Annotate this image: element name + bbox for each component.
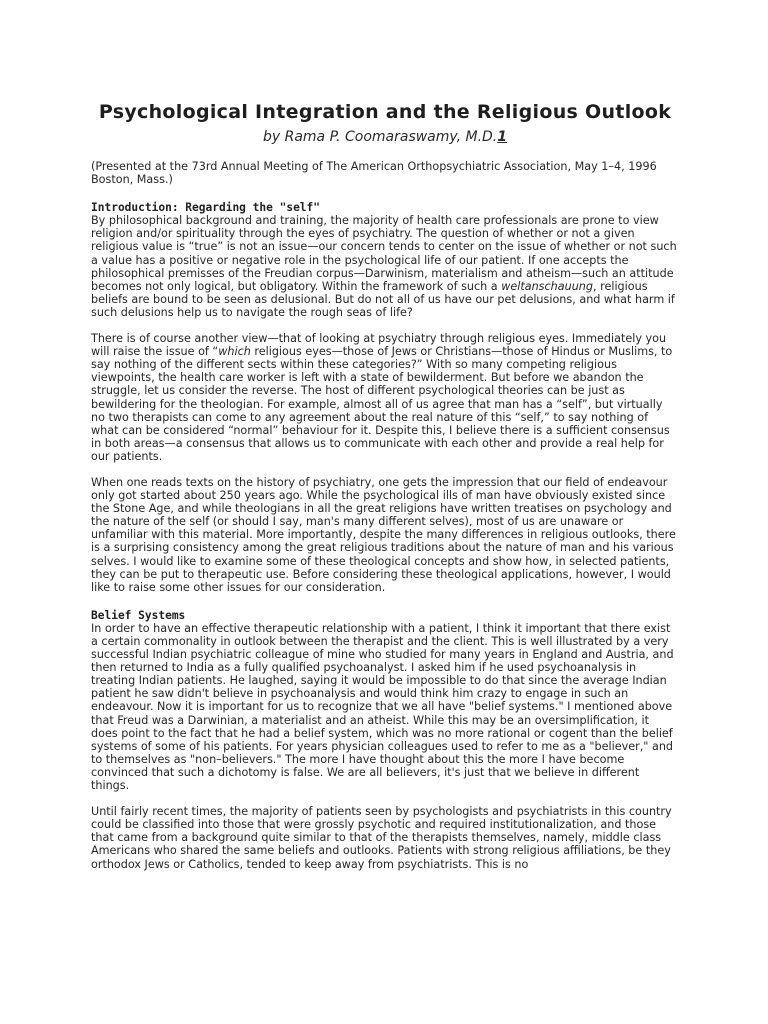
paragraph-text: religious eyes—those of Jews or Christians—those of Hindus or Muslims, to say nothing of the different sects within these categories?” With so many competing religious viewpoints, the health care worker is left with a state of bewilderment. But before we abandon the struggle, let us consider the reverse. The host of different psychological theories can be just as bewildering for the theologian. For example, almost all of us agree that man has a “self”, but virtually no two therapists can come to any agreement about the real nature of this “self,” to say nothing of what can be considered “normal” behaviour for it. Despite this, I believe there is a sufficient consensus in both areas—a consensus that allows us to communicate with each other and provide a real help for our patients.	[91, 345, 673, 463]
paragraph-text: By philosophical background and training, the majority of health care professionals are prone to view religion and/or spirituality through the eyes of psychiatry. The question of whether or not a given religious value is “true” is not an issue—our concern tends to center on the issue of whether or not such a value has a positive or negative role in the psychological life of our patient. If one accepts the philosophical premisses of the Freudian corpus—Darwinism, materialism and atheism—such an attitude becomes not only logical, but obligatory. Within the framework of such a	[91, 214, 677, 293]
paragraph	[91, 332, 679, 463]
section-heading-introduction: Introduction: Regarding the "self"	[91, 201, 321, 215]
presented-note: (Presented at the 73rd Annual Meeting of The American Orthopsychiatric Association, May 1–4, 1996 Boston, Mass.)	[91, 160, 657, 187]
author-byline	[91, 128, 679, 146]
italic-term: which	[218, 345, 251, 359]
paragraph: Until fairly recent times, the majority of patients seen by psychologists and psychiatrists in this country could be classified into those that were grossly psychotic and required institutionalization, and those that came from a background quite similar to that of the therapists themselves, namely, middle class Americans who shared the same beliefs and outlooks. Patients with strong religious affiliations, be they orthodox Jews or Catholics, tended to keep away from psychiatrists. This is no	[91, 805, 672, 871]
section-heading-belief-systems: Belief Systems	[91, 608, 186, 622]
paragraph: In order to have an effective therapeutic relationship with a patient, I think it important that there exist a certain commonality in outlook between the therapist and the client. This is well illustrated by a very successful Indian psychiatric colleague of mine who studied for many years in England and Austria, and then returned to India as a fully qualified psychoanalyst. I asked him if he used psychoanalysis in treating Indian patients. He laughed, saying it would be impossible to do that since the average Indian patient he saw didn't believe in psychoanalysis and would think him crazy to engage in such an endeavour. Now it is important for us to recognize that we all have "belief systems." I mentioned above that Freud was a Darwinian, a materialist and an atheist. While this may be an oversimplification, it does point to the fact that he had a belief system, which was no more rational or cogent than the belief systems of some of his patients. For years physician colleagues used to refer to me as a "believer," and to themselves as "non–believers." The more I have thought about this the more I have become convinced that such a dichotomy is false. We are all believers, it's just that we believe in different things.	[91, 621, 674, 793]
paragraph-text: There is of course another view—that of looking at psychiatry through religious eyes. Immediately you will raise the issue of “	[91, 332, 667, 359]
footnote-link[interactable]: 1	[497, 129, 508, 145]
paragraph: When one reads texts on the history of psychiatry, one gets the impression that our field of endeavour only got started about 250 years ago. While the psychological ills of man have obviously existed since the Stone Age, and while theologians in all the great religions have written treatises on psychology and the nature of the self (or should I say, man's many different selves), most of us are unaware or unfamiliar with this material. More importantly, despite the many differences in religious outlooks, there is a surprising consistency among the great religious traditions about the nature of man and his various selves. I would like to examine some of these theological concepts and show how, in selected patients, they can be put to therapeutic use. Before considering these theological applications, however, I would like to raise some other issues for our consideration.	[91, 475, 676, 594]
italic-term: weltanschauung	[501, 279, 593, 293]
paragraph-text: , religious beliefs are bound to be seen as delusional. But do not all of us have our pet delusions, and what harm if such delusions help us to navigate the rough seas of life?	[91, 279, 675, 319]
author-name: by Rama P. Coomaraswamy, M.D.	[262, 129, 498, 145]
document-title: Psychological Integration and the Religious Outlook	[98, 101, 672, 123]
paragraph	[91, 214, 679, 319]
document-page	[91, 100, 679, 871]
